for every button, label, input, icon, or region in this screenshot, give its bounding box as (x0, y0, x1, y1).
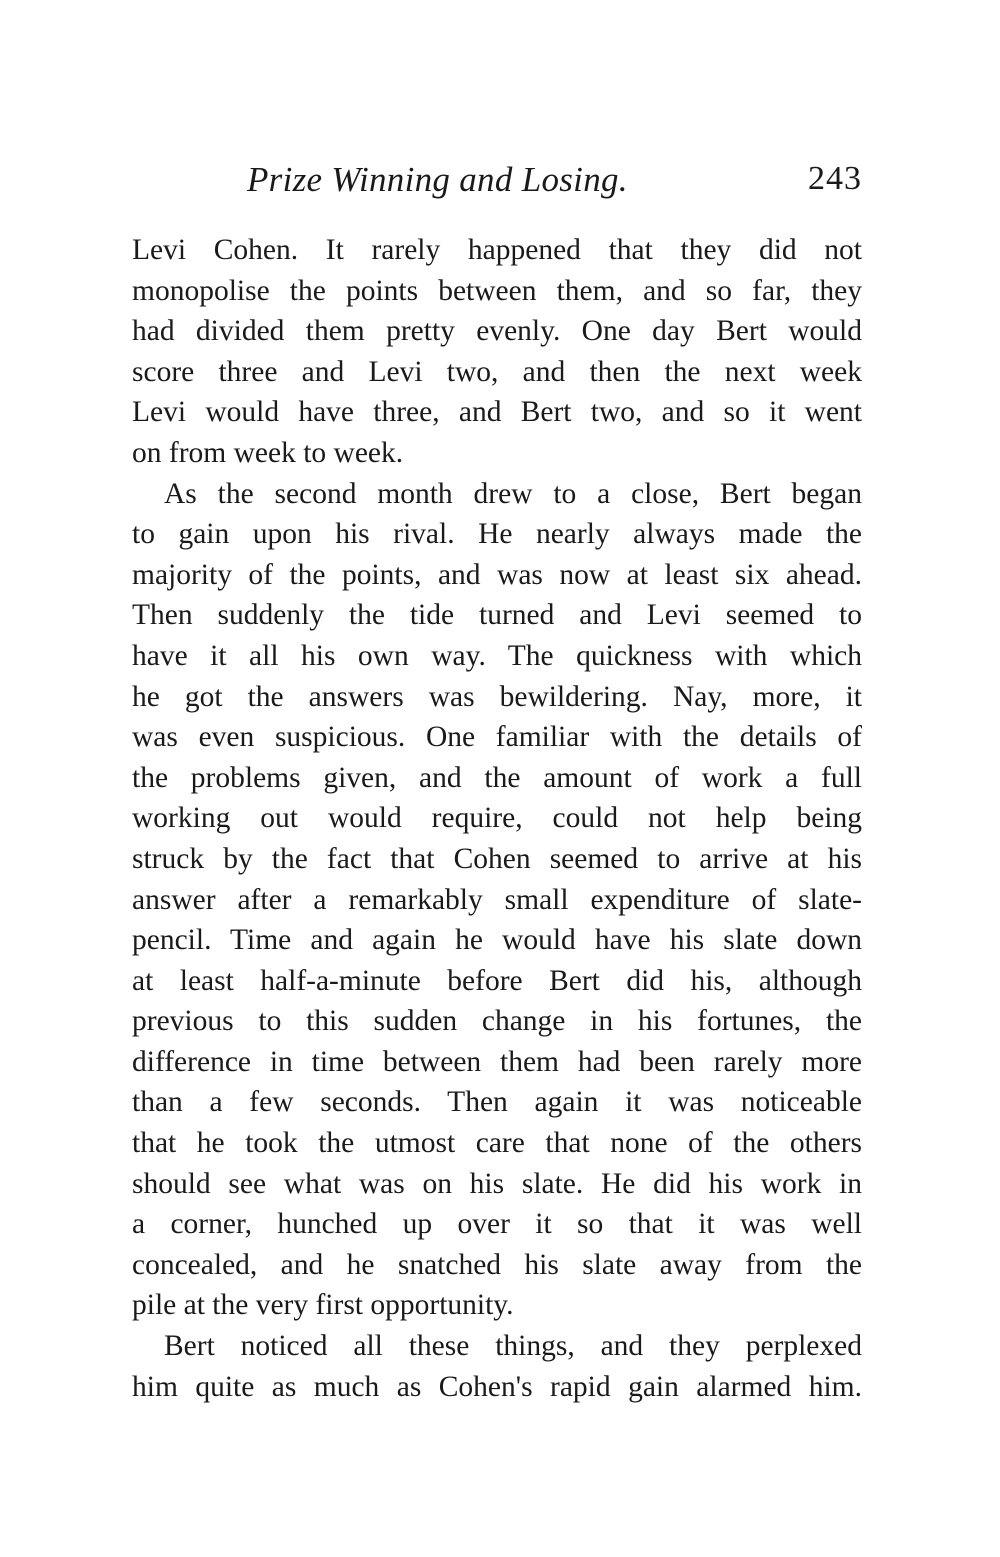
text-line: he got the answers was bewildering. Nay, more, it (132, 680, 862, 713)
text-line: difference in time between them had been rarely more (132, 1045, 862, 1078)
text-line: Bert noticed all these things, and they perplexed (164, 1330, 862, 1363)
text-line: on from week to week. (132, 436, 404, 469)
text-line: struck by the fact that Cohen seemed to arrive at his (132, 842, 862, 875)
body-text (132, 230, 862, 1407)
text-line: the problems given, and the amount of work a full (132, 761, 862, 794)
text-line: was even suspicious. One familiar with the details of (132, 721, 862, 754)
text-line: at least half-a-minute before Bert did his, although (132, 964, 862, 997)
text-line: pile at the very first opportunity. (132, 1289, 514, 1322)
text-line: that he took the utmost care that none of the others (132, 1127, 862, 1160)
text-line: concealed, and he snatched his slate away from the (132, 1248, 862, 1281)
text-line: answer after a remarkably small expenditure of slate- (132, 883, 862, 916)
paragraph-2 (132, 474, 862, 1326)
paragraph-1 (132, 230, 862, 474)
text-line: Then suddenly the tide turned and Levi seemed to (132, 599, 862, 632)
text-line: monopolise the points between them, and so far, they (132, 274, 862, 307)
text-line: a corner, hunched up over it so that it was well (132, 1208, 862, 1241)
text-line: than a few seconds. Then again it was noticeable (132, 1086, 862, 1119)
text-line: him quite as much as Cohen's rapid gain alarmed him. (132, 1370, 862, 1403)
text-line: have it all his own way. The quickness with which (132, 639, 862, 672)
text-line: to gain upon his rival. He nearly always made the (132, 518, 862, 551)
paragraph-3 (132, 1326, 862, 1407)
text-line: Levi would have three, and Bert two, and so it went (132, 396, 862, 429)
text-line: score three and Levi two, and then the next week (132, 355, 862, 388)
text-line: had divided them pretty evenly. One day Bert would (132, 315, 862, 348)
text-line: Levi Cohen. It rarely happened that they did not (132, 234, 862, 266)
text-line: should see what was on his slate. He did his work in (132, 1167, 862, 1200)
text-line: pencil. Time and again he would have his slate down (132, 924, 862, 957)
text-line: previous to this sudden change in his fortunes, the (132, 1005, 862, 1038)
text-line: majority of the points, and was now at least six ahead. (132, 558, 862, 591)
text-line: As the second month drew to a close, Bert began (164, 477, 862, 510)
running-head (132, 160, 862, 210)
text-line: working out would require, could not help being (132, 802, 862, 835)
page-number: 243 (808, 160, 862, 197)
running-title: Prize Winning and Losing. (247, 160, 628, 199)
